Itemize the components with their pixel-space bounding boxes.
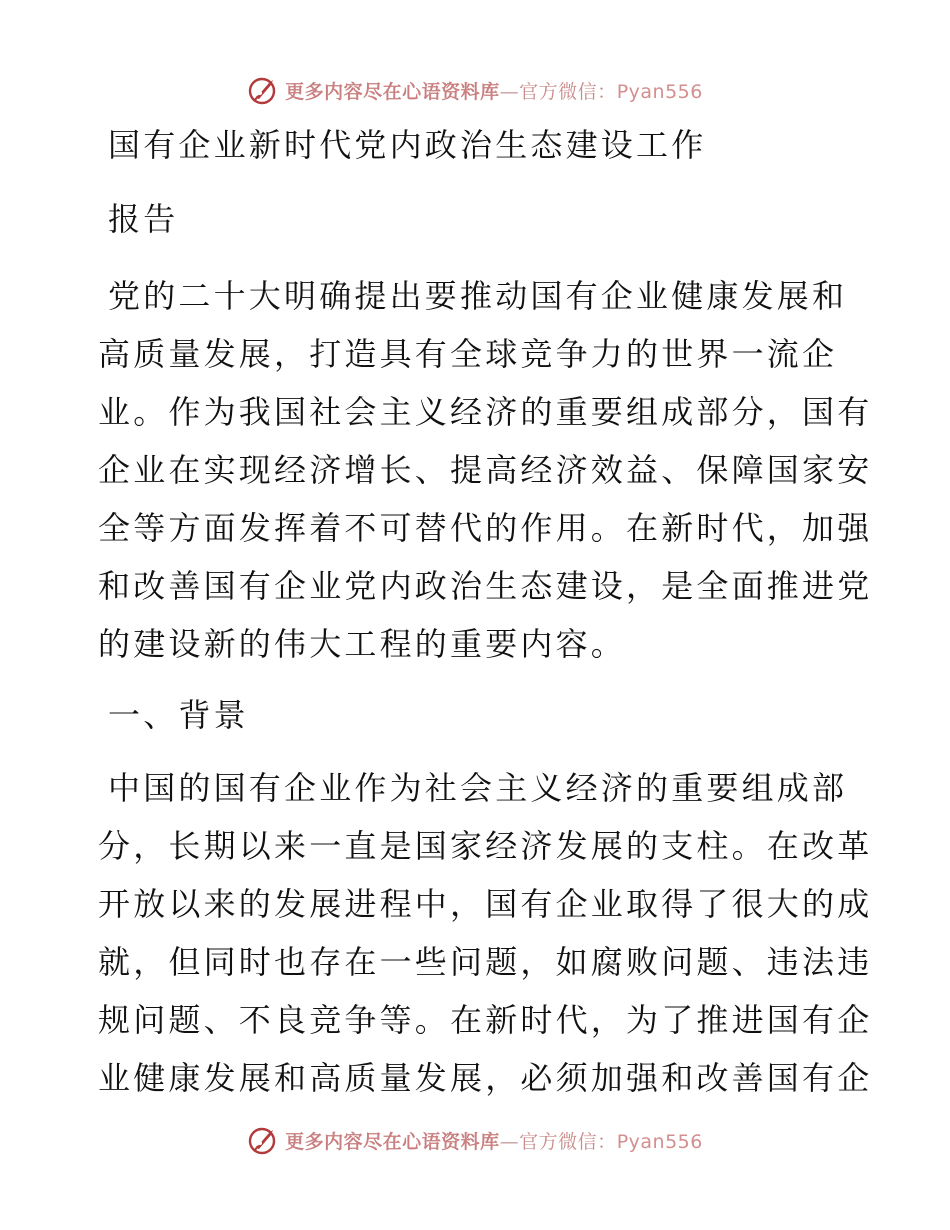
banner-text bbox=[285, 77, 703, 104]
section-heading: 一、背景 bbox=[108, 696, 249, 735]
paragraph-line: 党的二十大明确提出要推动国有企业健康发展和 bbox=[108, 277, 848, 316]
paragraph-line: 全等方面发挥着不可替代的作用。在新时代，加强 bbox=[98, 509, 873, 548]
banner-account: Pyan556 bbox=[616, 1130, 703, 1153]
banner-account: Pyan556 bbox=[616, 80, 703, 103]
banner-wechat-label: 官方微信： bbox=[519, 80, 617, 103]
banner-brand: 更多内容尽在心语资料库 bbox=[285, 80, 500, 103]
quill-pen-logo-icon bbox=[247, 1124, 279, 1156]
paragraph-line: 业健康发展和高质量发展，必须加强和改善国有企 bbox=[98, 1059, 873, 1098]
document-body bbox=[98, 118, 873, 1108]
paragraph-line: 规问题、不良竞争等。在新时代，为了推进国有企 bbox=[98, 1001, 873, 1040]
paragraph-line: 就，但同时也存在一些问题，如腐败问题、违法违 bbox=[98, 943, 873, 982]
quill-pen-logo-icon bbox=[247, 74, 279, 106]
paragraph-line: 企业在实现经济增长、提高经济效益、保障国家安 bbox=[98, 451, 873, 490]
paragraph-line: 高质量发展，打造具有全球竞争力的世界一流企 bbox=[98, 335, 838, 374]
paragraph-line: 和改善国有企业党内政治生态建设，是全面推进党 bbox=[98, 567, 873, 606]
footer-banner bbox=[0, 1122, 950, 1158]
paragraph-line: 的建设新的伟大工程的重要内容。 bbox=[98, 625, 627, 664]
paragraph-line: 业。作为我国社会主义经济的重要组成部分，国有 bbox=[98, 393, 873, 432]
paragraph-line: 中国的国有企业作为社会主义经济的重要组成部 bbox=[108, 769, 848, 808]
banner-separator: — bbox=[499, 80, 520, 103]
document-title-line-1: 国有企业新时代党内政治生态建设工作 bbox=[108, 126, 707, 165]
background-paragraph bbox=[98, 760, 873, 1108]
document-title-line-2: 报告 bbox=[108, 200, 179, 239]
header-banner bbox=[0, 72, 950, 108]
banner-text bbox=[285, 1127, 703, 1154]
paragraph-line: 开放以来的发展进程中，国有企业取得了很大的成 bbox=[98, 885, 873, 924]
banner-wechat-label: 官方微信： bbox=[519, 1130, 617, 1153]
banner-separator: — bbox=[499, 1130, 520, 1153]
intro-paragraph bbox=[98, 268, 873, 674]
paragraph-line: 分，长期以来一直是国家经济发展的支柱。在改革 bbox=[98, 827, 873, 866]
banner-brand: 更多内容尽在心语资料库 bbox=[285, 1130, 500, 1153]
